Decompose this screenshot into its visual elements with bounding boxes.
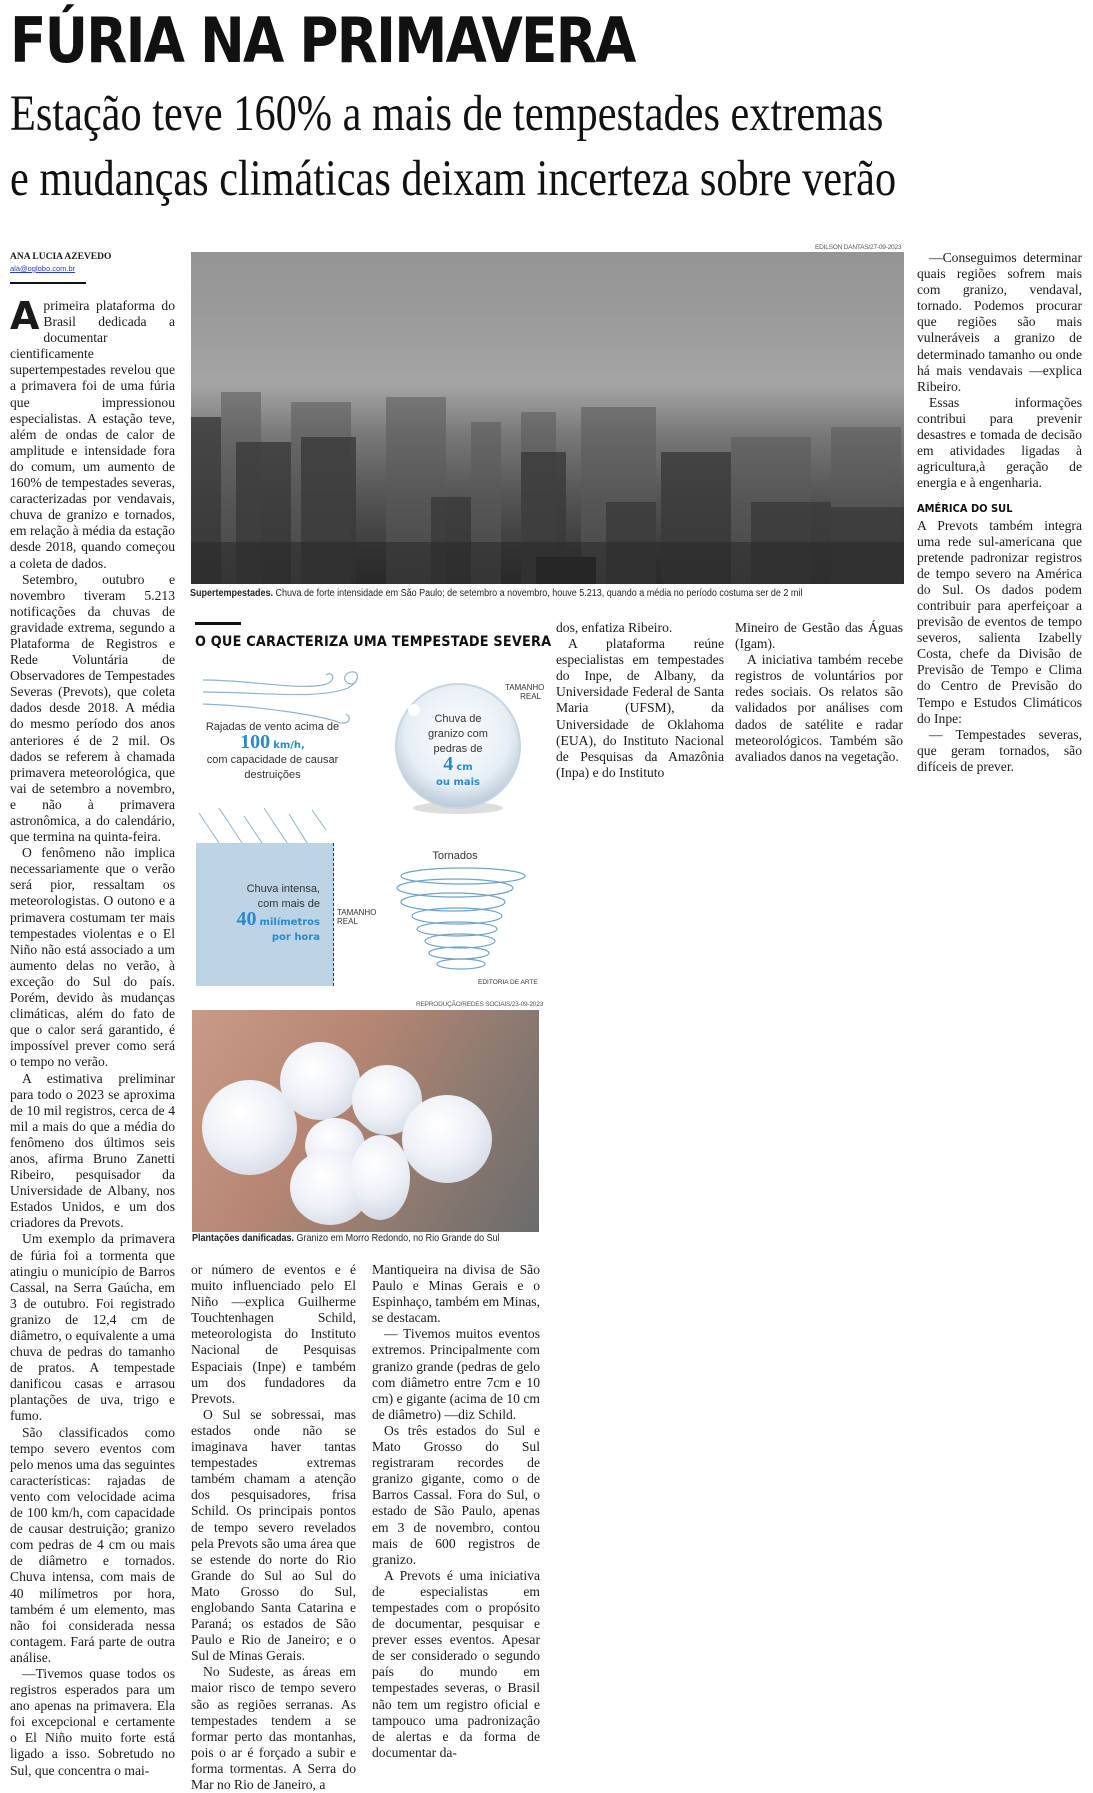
paragraph: or número de eventos e é muito influenciado pelo El Niño —explica Guilherme Touchtenhagen Schild, meteorologista do Instituto Nacional de Pesquisas Espaciais (Inpe) e também um dos fundadores da Prevots. [191,1262,356,1406]
paragraph: Setembro, outubro e novembro tiveram 5.213 notificações da chuvas de gravidade extrema, segundo a Plataforma de Registros e Rede Voluntária de Observadores de Tempestades Severas (Prevots), que coleta dados desde 2018. A média do mesmo período dos anos anteriores é de 2 mil. Os dados se referem à chamada primavera meteorológica, que vai de setembro a novembro, e não à primavera astronômica, a do calendário, que termina na quinta-feira. [10,571,175,845]
byline: ANA LUCIA AZEVEDO [10,252,112,262]
paragraph: A plataforma reúne especialistas em tempestades do Inpe, de Albany, da Universidade Federal de Santa Maria (UFSM), da Universidade de Oklahoma (EUA), do Instituto Nacional de Pesquisas da Amazônia (Inpa) e do Instituto [556,636,724,780]
paragraph: O fenômeno não implica necessariamente que o verão será pior, ressaltam os meteorologistas. O outono e a primavera costumam ter mais tempestades violentas e o El Niño não está associado a um aumento delas no verão, à exceção do Sul do país. Porém, devido às mudanças climáticas, além do fato de que o calor será garantido, é impossível prever como será o tempo no verão. [10,845,175,1070]
paragraph: São classificados como tempo severo eventos com pelo menos uma das seguintes características: rajadas de vento com velocidade acima de 100 km/h, com capacidade de causar destruição; granizo com pedras de 4 cm ou mais de diâmetro e tornados. Chuva intensa, com mais de 40 milímetros por hora, também é um elemento, mas não foi considerada nessa contagem. Fará parte de outra análise. [10,1424,175,1665]
city-skyline-icon [191,252,904,584]
paragraph: A Prevots também integra uma rede sul-americana que pretende padronizar registros de tempo severo na América do Sul. Os dados podem contribuir para aperfeiçoar a previsão de eventos de tempo severos, salienta Izabelly Costa, chefe da Divisão de Previsão de Tempo e Clima do Centro de Previsão do Tempo e Estudos Climáticos do Inpe: [917,517,1082,726]
subheadline-line-2: e mudanças climáticas deixam incerteza sobre verão [10,151,897,207]
paragraph: — Tempestades severas, que geram tornados, são difíceis de prever. [917,726,1082,774]
infographic-title: O QUE CARACTERIZA UMA TEMPESTADE SEVERA [195,634,552,650]
paragraph: dos, enfatiza Ribeiro. [556,620,673,635]
paragraph: A iniciativa também recebe registros de voluntários por redes sociais. Os relatos são validados por análises com dados de satélite e radar meteorológicos. Também são avaliados danos na vegetação. [735,652,903,764]
paragraph: A estimativa preliminar para todo o 2023 se aproxima de 10 mil registros, cerca de 4 mil a mais do que a média do fenômeno dos últimos seis anos, afirma Bruno Zanetti Ribeiro, pesquisador da Universidade de Albany, nos Estados Unidos, e um dos criadores da Prevots. [10,1070,175,1231]
column-right [917,250,1082,775]
paragraph: Mantiqueira na divisa de São Paulo e Minas Gerais e o Espinhaço, também em Minas, se destacam. [372,1262,540,1326]
author-email-link[interactable]: ala@oglobo.com.br [10,264,76,273]
rain-streaks-icon [194,808,334,848]
column-3-bottom [372,1262,540,1761]
hail-description: Chuva de granizo com pedras de 4 cm ou mais [428,713,488,788]
paragraph: —Conseguimos determinar quais regiões sofrem mais com granizo, vendaval, tornado. Podemos procurar que regiões são mais vulneráveis a granizo de determinado tamanho ou onde há mais vendavais —explica Ribeiro. [917,250,1082,394]
tornado-label: Tornados [432,850,478,862]
photo-caption: Plantações danificadas. Granizo em Morro Redondo, no Rio Grande do Sul [192,1233,500,1244]
column-mid-a [556,620,724,781]
photo-credit: EDILSON DANTAS/27-09-2023 [815,244,902,251]
subheadline-line-1: Estação teve 160% a mais de tempestades extremas [10,86,884,142]
section-subtitle: AMÉRICA DO SUL [917,502,1013,516]
hail-real-size-label: TAMANHO REAL [505,683,545,701]
paragraph: — Tivemos muitos eventos extremos. Principalmente com granizo grande (pedras de gelo com diâmetro entre 7cm e 10 cm) e gigante (acima de 10 cm de diâmetro) —diz Schild. [372,1326,540,1422]
photo-caption: Supertempestades. Chuva de forte intensidade em São Paulo; de setembro a novembro, houve 5.213, quando a média no período costuma ser de 2 mil [190,588,803,599]
paragraph: A Prevots é uma iniciativa de especialistas em tempestades com o propósito de documentar, pesquisar e prever esses eventos. Apesar de ser considerado o segundo país do mundo em tempestades severas, o Brasil não tem um registro oficial e tampouco uma padronização de alertas e da forma de documentar da- [372,1567,540,1760]
heavy-rain-description: Chuva intensa, com mais de 40 milímetros por hora [236,883,320,943]
paragraph: —Tivemos quase todos os registros esperados para um ano apenas na primavera. Ela foi excepcional e certamente o El Niño muito forte está ligado a isso. Sobretudo no Sul, que concentra o mai- [10,1665,175,1778]
paragraph: Os três estados do Sul e Mato Grosso do Sul registraram recordes de granizo gigante, como o de Barros Cassal. Fora do Sul, o estado de São Paulo, apenas em 3 de novembro, contou mais de 600 registros de granizo. [372,1422,540,1567]
rain-real-size-label: TAMANHO REAL [337,908,377,926]
column-1 [10,294,175,1779]
infographic-rule [195,622,241,625]
wind-description: Rajadas de vento acima de 100 km/h, com capacidade de causar destruições [205,721,340,781]
hailstone [280,1042,360,1120]
paragraph: O Sul se sobressai, mas estados onde não se imaginava haver tantas tempestades extremas também chamam a atenção dos pesquisadores, frisa Schild. Os principais pontos de tempo severo revelados pela Prevots são uma área que se estende do norte do Rio Grande do Sul ao Sul do Mato Grosso do Sul, englobando Santa Catarina e Paraná; os estados de São Paulo e Rio de Janeiro; e o Sul de Minas Gerais. [191,1406,356,1664]
storm-skyline-photo[interactable] [191,252,904,584]
dropcap: A [10,294,40,338]
paragraph: Aprimeira plataforma do Brasil dedicada a documentar cientificamente supertempestades revelou que a primavera foi de uma fúria que impressionou especialistas. A estação teve, além de ondas de calor de amplitude e intensidade fora do comum, um aumento de 160% de tempestades severas, caracterizadas por vendavais, chuva de granizo e tornados, em relação à média da estação desde 2018, quando começou a coleta de dados. [10,294,175,571]
headline: FÚRIA NA PRIMAVERA [10,4,635,77]
paragraph: Essas informações contribui para prevenir desastres e tomada de decisão em atividades ligadas à agricultura,à geração de energia e à engenharia. [917,394,1082,491]
paragraph: No Sudeste, as áreas em maior risco de tempo severo são as regiões serranas. As tempestades tendem a se formar perto das montanhas, pois o ar é forçado a subir e forma tormentas. A Serra do Mar no Rio de Janeiro, a [191,1664,356,1792]
column-mid-b [735,620,903,765]
hailstone [402,1095,492,1183]
column-2-bottom [191,1262,356,1793]
paragraph: Um exemplo da primavera de fúria foi a tormenta que atingiu o município de Barros Cassal, na Serra Gaúcha, em 3 de outubro. Foi registrado granizo de 12,4 cm de diâmetro, o equivalente a uma chuva de pedras do tamanho de pratos. A tempestade danificou casas e arrasou plantações de uva, trigo e fumo. [10,1231,175,1424]
hailstones-photo[interactable] [192,1010,539,1232]
real-size-dashed-line [333,843,334,986]
subheadline [10,82,1006,212]
infographic-credit: EDITORIA DE ARTE [478,979,538,986]
byline-rule [10,282,86,284]
tornado-icon [385,866,535,976]
hailstone [350,1135,410,1220]
photo-credit: REPRODUÇÃO/REDES SOCIAIS/23-09-2023 [416,1001,544,1008]
paragraph: Mineiro de Gestão das Águas (Igam). [735,620,903,652]
